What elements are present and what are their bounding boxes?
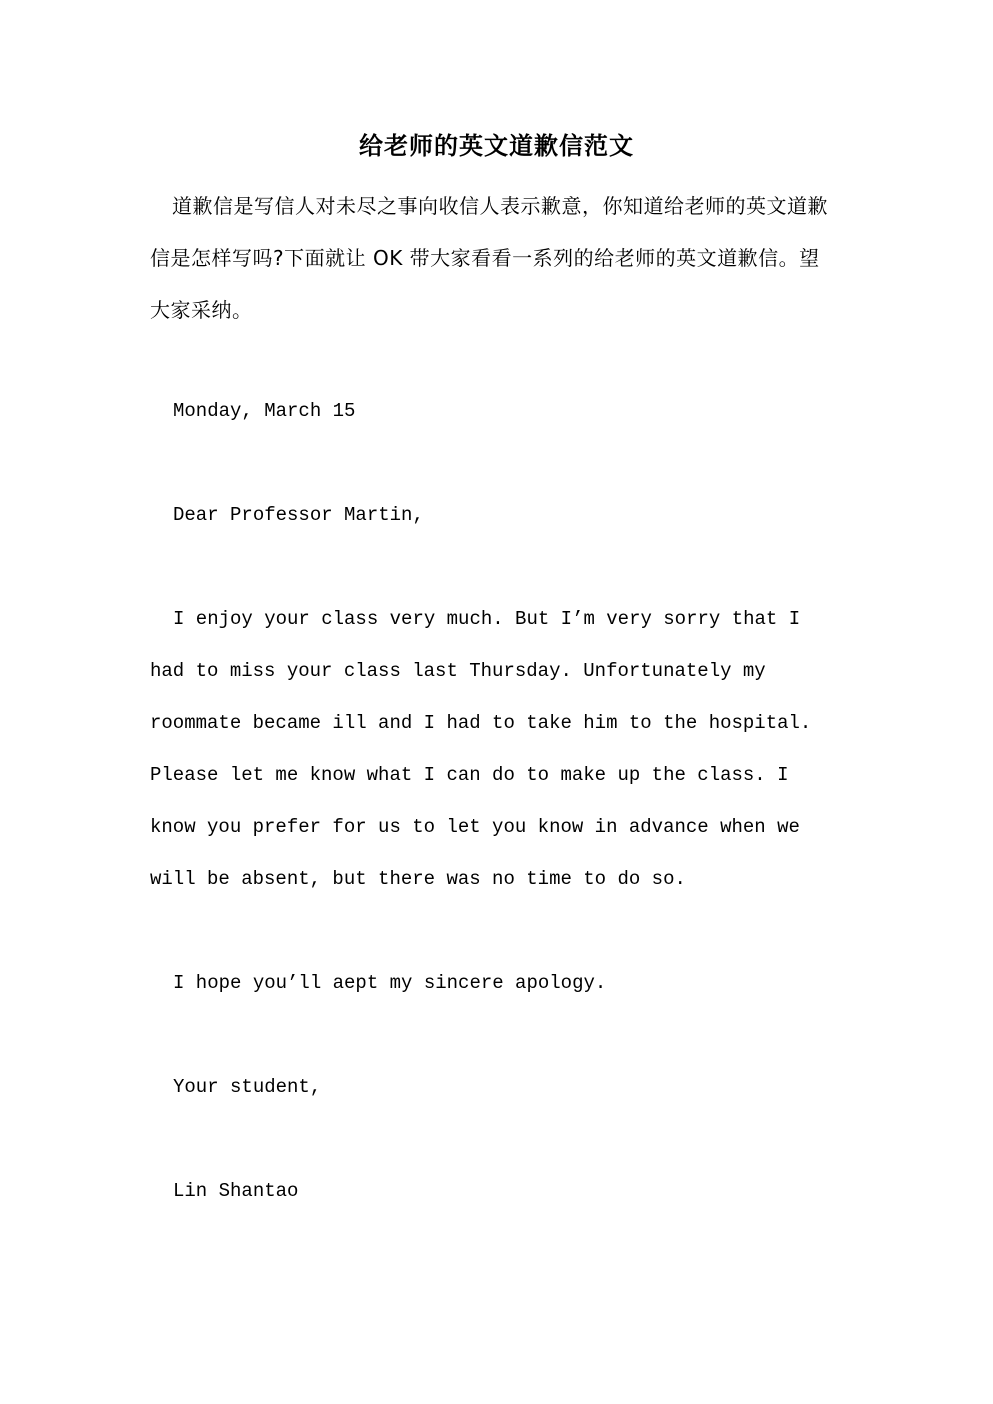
letter-salutation: Dear Professor Martin, — [173, 504, 424, 526]
letter-body-line: Please let me know what I can do to make up the class. I — [150, 764, 789, 786]
letter-body-line: will be absent, but there was no time to do so. — [150, 868, 686, 890]
letter-body-line: I enjoy your class very much. But I’m very sorry that I — [173, 608, 801, 630]
letter-closing: Your student, — [173, 1076, 322, 1098]
intro-paragraph: 道歉信是写信人对未尽之事向收信人表示歉意，你知道给老师的英文道歉信是怎样写吗?下面就让 OK 带大家看看一系列的给老师的英文道歉信。望大家采纳。 — [150, 194, 828, 322]
document-title: 给老师的英文道歉信范文 — [359, 131, 634, 160]
letter-body-line: had to miss your class last Thursday. Unfortunately my — [150, 660, 766, 682]
letter-signature: Lin Shantao — [173, 1180, 299, 1202]
letter-body-line: roommate became ill and I had to take him to the hospital. — [150, 712, 812, 734]
letter-date: Monday, March 15 — [173, 400, 356, 422]
letter-body-line: know you prefer for us to let you know in advance when we — [150, 816, 800, 838]
letter-apology: I hope you’ll aept my sincere apology. — [173, 972, 607, 994]
